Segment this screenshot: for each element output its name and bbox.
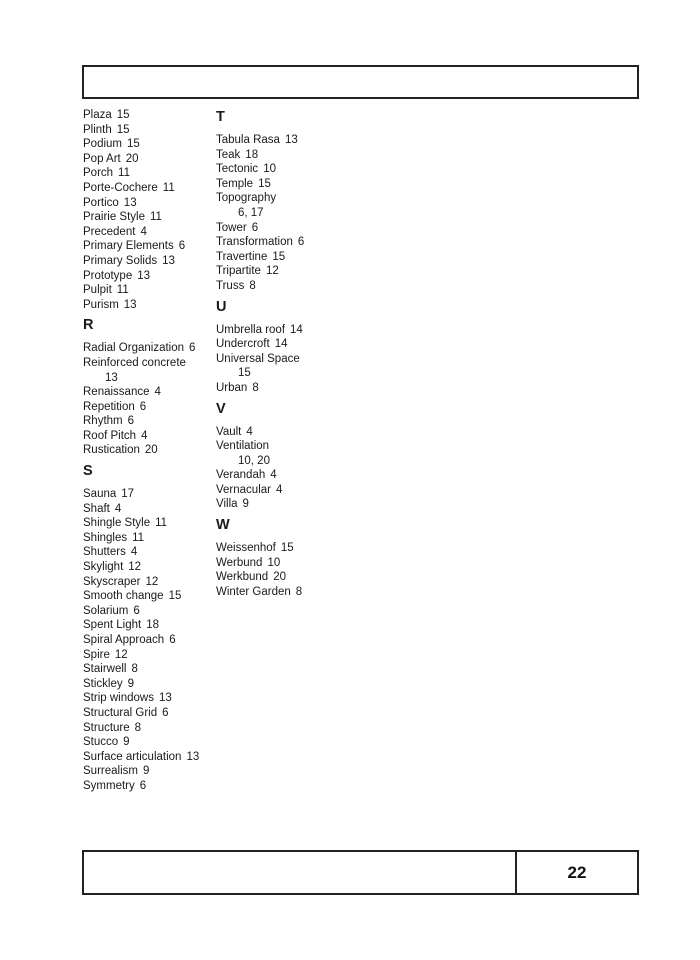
index-entry [216,177,346,192]
index-entry [216,439,346,468]
index-entry [83,181,213,196]
index-entry [83,123,213,138]
index-entry [83,531,213,546]
index-entry [83,560,213,575]
index-term: Renaissance [83,386,150,399]
index-term: Prairie Style [83,211,145,224]
index-entry [83,750,213,765]
index-letter-heading: U [216,298,227,315]
index-entry [83,385,213,400]
index-entry [216,556,346,571]
index-term: Portico [83,196,119,209]
index-term: Shingles [83,531,128,544]
index-entry [216,337,346,352]
index-page-refs: 13 [137,269,151,282]
index-term: Spiral Approach [83,634,165,646]
index-term: Weissenhof [216,542,276,555]
index-entry [216,570,346,585]
index-term: Porte-Cochere [83,181,158,194]
index-page-refs: 6 [127,415,135,428]
index-page-refs: 8 [252,381,259,394]
footer-left-cell [84,852,517,893]
index-letter-heading: S [83,463,93,480]
index-entry [83,341,213,356]
index-term: Structural Grid [83,706,158,719]
index-entry [83,575,213,590]
index-entry [83,648,213,663]
index-term: Verandah [216,469,266,482]
index-page-refs: 4 [130,546,138,559]
index-page-refs: 12 [114,648,128,661]
index-term: Shutters [83,546,126,559]
index-page-refs: 13 [162,254,175,267]
index-term: Tripartite [216,265,261,278]
index-term: Winter Garden [216,585,291,598]
page-number: 22 [567,862,587,882]
index-term: Urban [216,381,248,394]
index-entry [83,779,213,794]
index-term: Stickley [83,677,123,690]
page-header-box [82,65,639,99]
index-entry [83,516,213,531]
index-page-refs: 11 [155,517,168,530]
index-term: Vault [216,425,242,438]
index-page-refs: 6 [251,221,259,234]
index-entry [83,166,213,181]
index-page-refs: 17 [121,488,135,501]
index-entry [216,250,346,265]
index-term: Prototype [83,269,133,282]
index-page-refs: 18 [245,148,259,161]
index-entry [83,764,213,779]
index-term: Temple [216,177,254,190]
index-page-refs: 11 [116,284,129,297]
index-term: Tabula Rasa [216,134,280,146]
index-entry [216,468,346,483]
index-page-refs: 20 [273,571,287,584]
index-entry [216,279,346,294]
index-term: Rhythm [83,415,123,428]
index-entry [83,604,213,619]
index-term: Primary Solids [83,254,158,267]
index-page-refs: 14 [290,323,303,336]
index-page-refs: 15 [258,177,271,190]
index-page-refs: 9 [242,498,249,511]
index-page-refs: 6 [139,779,147,792]
index-term: Purism [83,298,119,311]
index-entry [216,235,346,250]
index-entry [83,414,213,429]
index-term: Tower [216,221,247,234]
index-page-refs: 8 [295,585,303,598]
index-page-refs: 8 [249,279,256,292]
index-term: Surrealism [83,765,138,778]
index-entry [83,400,213,415]
index-term: Travertine [216,250,268,263]
index-page-refs: 11 [150,211,162,224]
index-page-refs: 6 [189,342,196,355]
index-entry [83,443,213,458]
index-term: Shingle Style [83,517,151,530]
index-page-refs: 11 [132,531,145,544]
index-page-refs: 15 [116,123,130,136]
index-term: Skylight [83,561,124,574]
index-term: Surface articulation [83,750,182,763]
index-entry [216,264,346,279]
index-page-refs: 14 [274,338,288,351]
index-entry [216,221,346,236]
index-entry [216,352,346,381]
index-page-refs: 12 [265,265,279,278]
page-footer-box [82,850,639,895]
index-entry [83,196,213,211]
index-entry [83,429,213,444]
index-term: Solarium [83,604,129,617]
index-term: Pop Art [83,152,121,165]
index-page-refs: 6 [169,634,176,646]
index-page-refs: 4 [140,225,147,238]
index-term: Tectonic [216,163,259,176]
index-term: Werkbund [216,571,269,584]
index-entry [83,254,213,269]
index-entry [216,162,346,177]
index-term: Repetition [83,400,135,413]
index-page-refs: 6 [133,604,140,617]
index-entry [83,152,213,167]
index-entry [83,239,213,254]
index-page-refs: 20 [125,152,139,165]
index-term: Shaft [83,502,110,515]
index-page-refs: 12 [128,561,142,574]
index-page-refs: 11 [118,167,130,180]
index-term: Transformation [216,236,293,249]
index-term: Smooth change [83,590,164,603]
index-entry [216,541,346,556]
index-letter-heading: W [216,517,230,534]
index-page-refs: 13 [105,371,118,384]
index-term: Truss [216,279,245,292]
index-page-refs: 10, 20 [238,454,270,467]
index-column-2 [216,108,346,599]
index-term: Symmetry [83,779,135,792]
index-entry [83,618,213,633]
index-term: Undercroft [216,338,270,351]
index-term: Strip windows [83,692,154,705]
index-letter-heading: T [216,109,225,125]
index-entry [83,210,213,225]
index-term: Plinth [83,123,112,136]
index-term: Precedent [83,225,136,238]
index-entry [83,269,213,284]
index-page-refs: 18 [146,619,159,632]
index-page-refs: 4 [141,429,148,442]
index-page-refs: 4 [275,483,283,496]
index-page-refs: 4 [114,502,122,515]
index-page-refs: 20 [144,444,158,457]
index-term: Plaza [83,109,112,121]
index-page-refs: 10 [263,163,276,176]
index-term: Primary Elements [83,240,174,253]
index-page-refs: 11 [162,181,175,194]
index-entry [216,133,346,148]
index-page-refs: 4 [154,386,161,399]
index-term: Structure [83,721,130,734]
index-letter-heading: V [216,400,226,417]
index-entry [216,585,346,600]
index-term: Roof Pitch [83,429,137,442]
index-entry [83,735,213,750]
index-term: Teak [216,148,241,161]
index-entry [216,497,346,512]
index-entry [83,225,213,240]
index-page-refs: 9 [123,736,130,749]
index-page-refs: 4 [270,469,277,482]
index-term: Villa [216,498,238,511]
index-entry [83,502,213,517]
index-term: Werbund [216,556,263,569]
index-page-refs: 13 [123,298,137,311]
index-term: Universal Space [216,352,300,365]
index-term: Reinforced concrete [83,356,186,369]
index-page-refs: 8 [134,721,142,734]
index-page-refs: 13 [123,196,137,209]
index-term: Skyscraper [83,575,141,588]
index-term: Sauna [83,488,117,501]
index-entry [83,298,213,313]
index-page-refs: 15 [127,138,140,151]
index-entry [216,323,346,338]
index-page-refs: 9 [127,677,135,690]
index-term: Pulpit [83,284,112,297]
index-entry [216,191,346,220]
index-entry [83,633,213,648]
index-column-1 [83,108,213,794]
index-page-refs: 15 [280,542,294,555]
index-entry [83,721,213,736]
index-entry [83,589,213,604]
index-page-refs: 6 [139,400,147,413]
index-entry [83,677,213,692]
index-term: Stairwell [83,663,127,676]
index-letter-heading: R [83,317,94,334]
index-entry [216,148,346,163]
index-page-refs: 9 [142,765,150,778]
index-page-refs: 6 [178,240,186,253]
index-entry [83,108,213,123]
index-entry [83,283,213,298]
index-term: Radial Organization [83,342,185,355]
index-page-refs: 15 [272,250,286,263]
index-term: Rustication [83,444,140,457]
index-term: Spent Light [83,619,142,632]
index-term: Stucco [83,736,119,749]
index-term: Spire [83,648,110,661]
index-page-refs: 8 [131,663,138,676]
index-page-refs: 13 [284,134,298,146]
index-term: Topography [216,192,277,205]
index-entry [83,545,213,560]
index-page-refs: 15 [168,590,182,603]
index-entry [83,356,213,385]
index-term: Umbrella roof [216,323,286,336]
index-term: Porch [83,167,114,180]
index-page-refs: 4 [246,425,253,438]
index-page-refs: 6, 17 [238,206,264,219]
index-term: Ventilation [216,440,270,453]
index-page-refs: 13 [158,692,172,705]
index-entry [83,487,213,502]
index-page-refs: 15 [238,367,251,380]
index-term: Podium [83,138,122,151]
index-page-refs: 10 [267,556,281,569]
index-page-refs: 6 [297,236,305,249]
index-entry [83,137,213,152]
index-entry [216,381,346,396]
index-entry [216,425,346,440]
index-page-refs: 15 [116,109,130,121]
index-entry [83,706,213,721]
index-entry [216,483,346,498]
index-entry [83,662,213,677]
index-term: Vernacular [216,483,271,496]
index-entry [83,691,213,706]
index-page-refs: 6 [162,706,169,719]
index-page-refs: 13 [186,750,200,763]
index-page-refs: 12 [145,575,159,588]
